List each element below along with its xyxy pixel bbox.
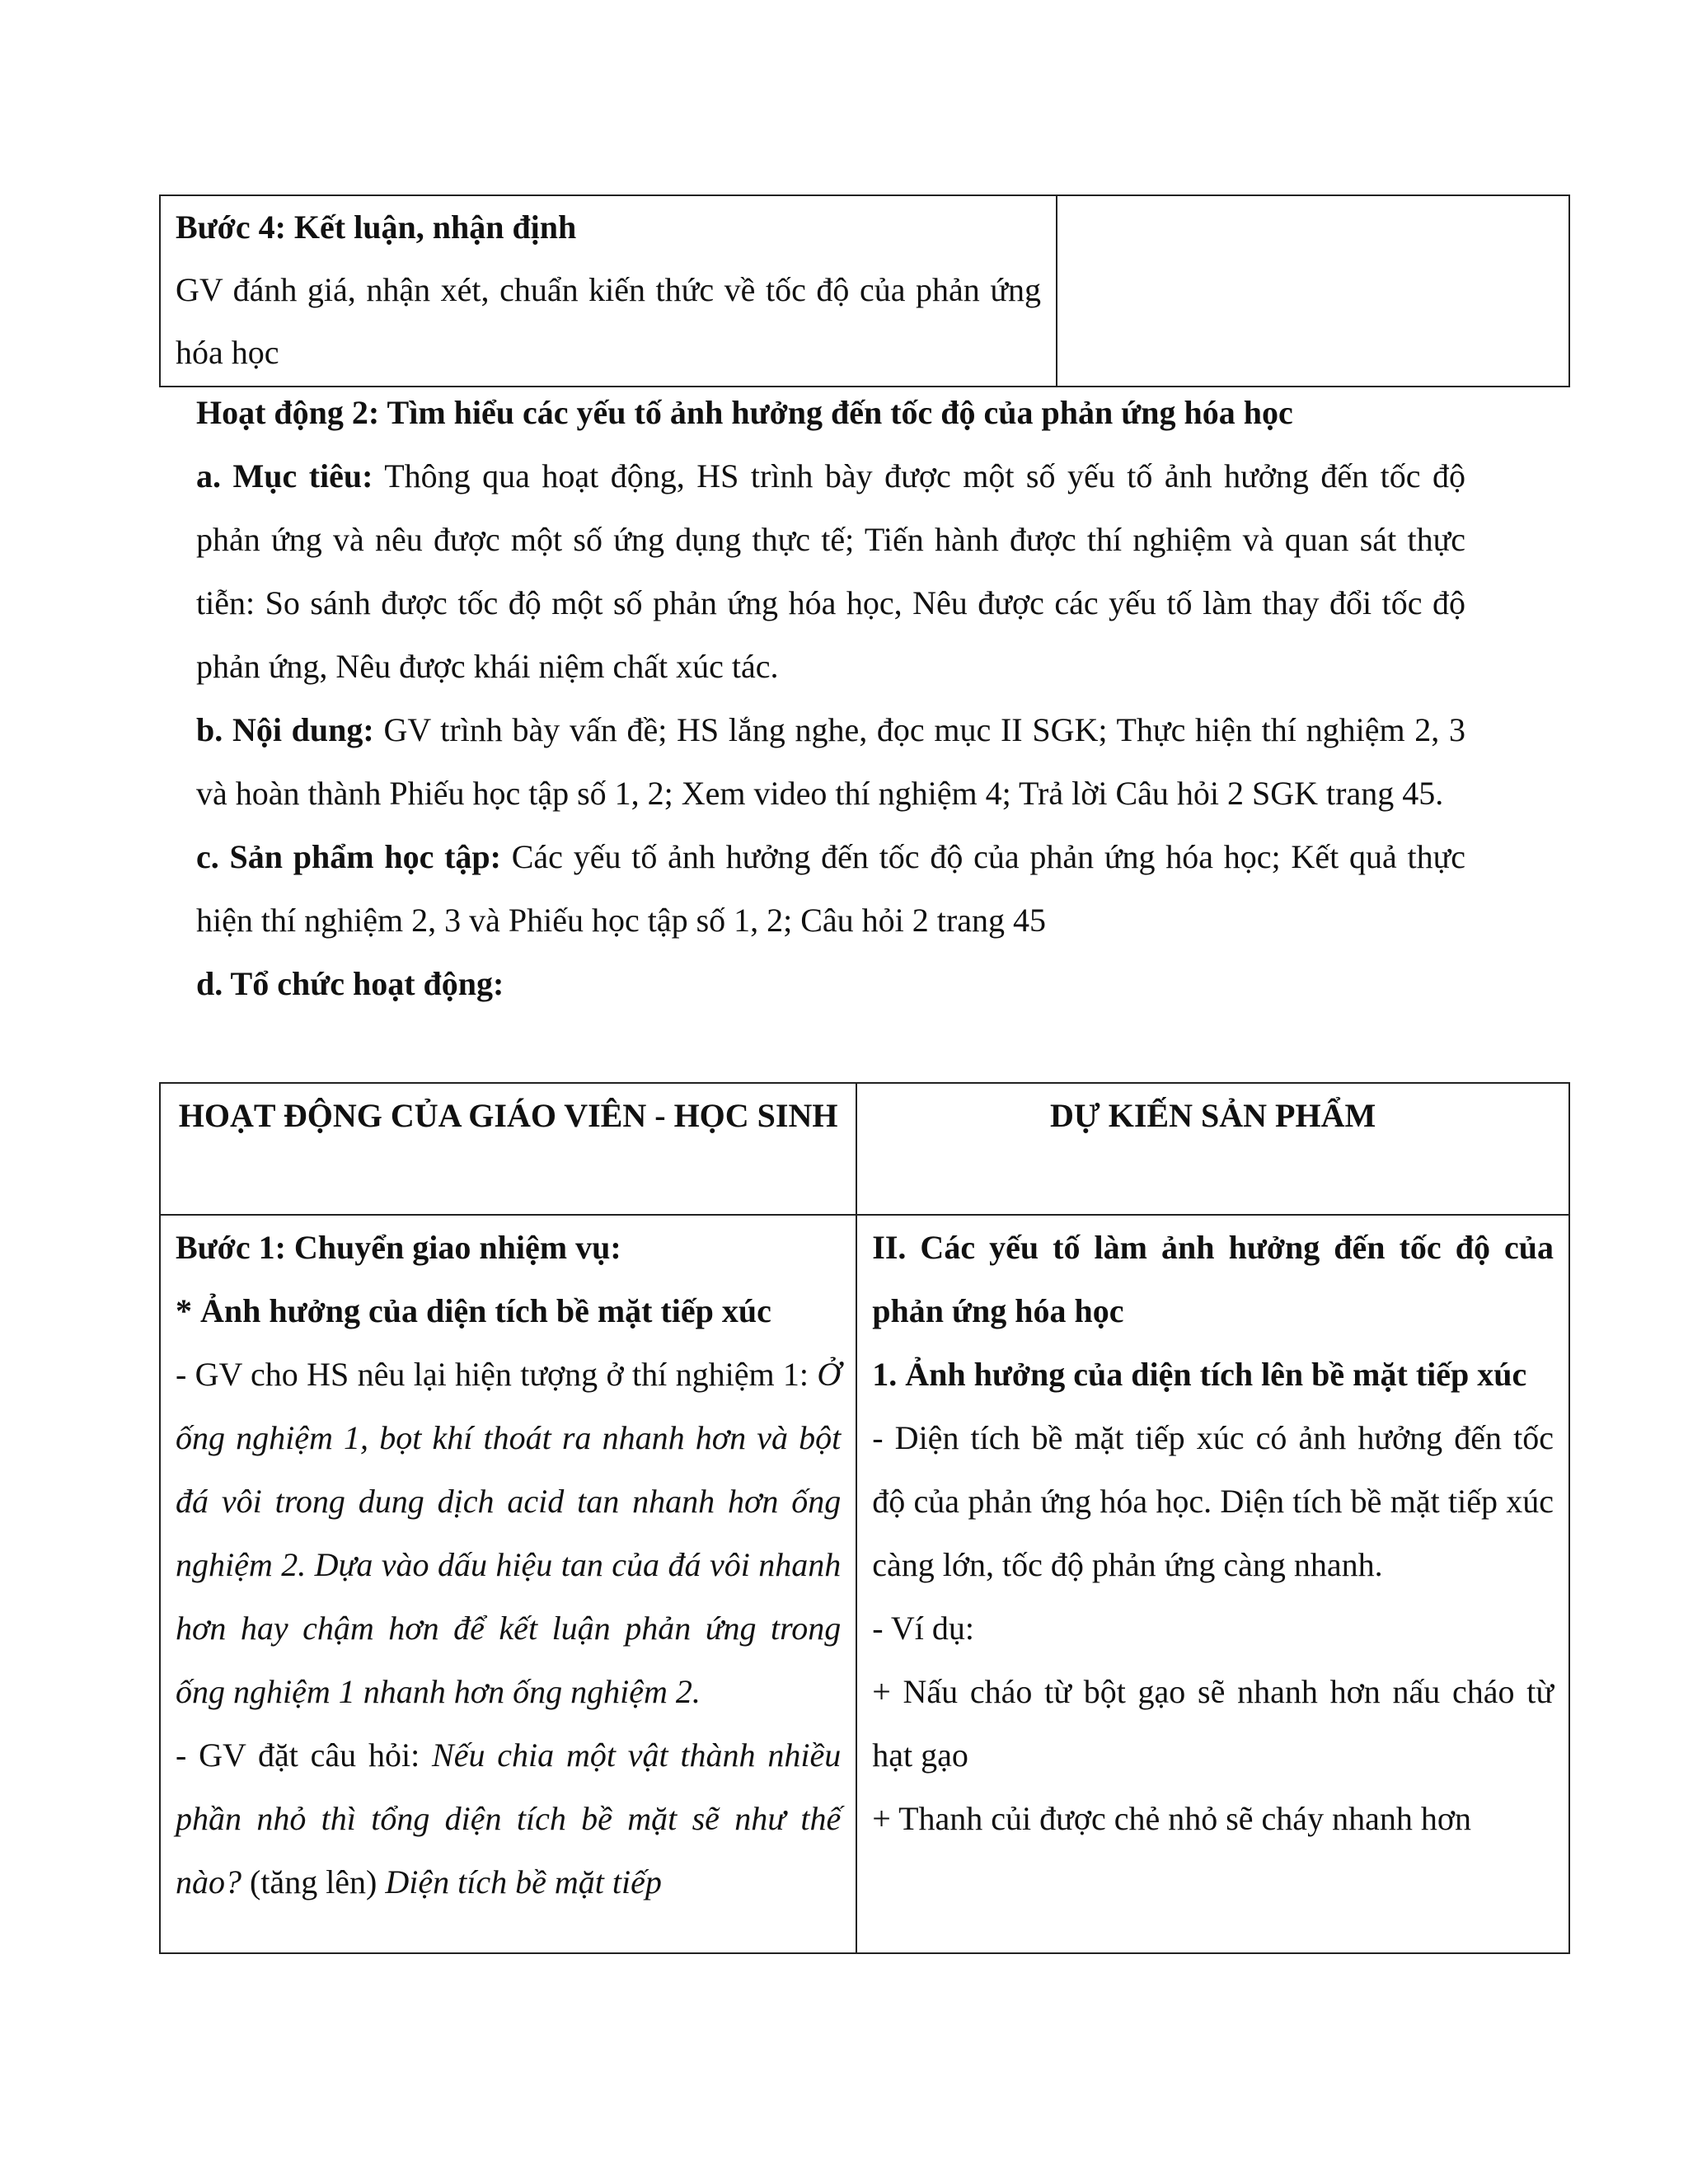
header-right [856, 1083, 1569, 1215]
content-paragraph [196, 698, 1465, 825]
example-label: - Ví dụ: [872, 1610, 974, 1647]
surface-text: - Diện tích bề mặt tiếp xúc có ảnh hưởng đến tốc độ của phản ứng hóa học. Diện tích bề mặt tiếp xúc càng lớn, tốc độ phản ứng càng nhanh. [872, 1419, 1554, 1583]
objective-paragraph [196, 444, 1465, 698]
p1-lead: - GV cho HS nêu lại hiện tượng ở thí nghiệm 1: [176, 1356, 818, 1393]
objective-label: a. Mục tiêu: [196, 457, 373, 494]
example-2: + Thanh củi được chẻ nhỏ sẽ cháy nhanh hơn [872, 1800, 1471, 1837]
top-table-right-cell [1057, 195, 1569, 387]
left-cell [160, 1215, 856, 1953]
p2-normal: (tăng lên) [241, 1863, 386, 1900]
example-1: + Nấu cháo từ bột gạo sẽ nhanh hơn nấu cháo từ hạt gạo [872, 1673, 1554, 1774]
subsection-heading: 1. Ảnh hưởng của diện tích lên bề mặt tiếp xúc [872, 1356, 1527, 1393]
content-label: b. Nội dung: [196, 711, 374, 748]
left-paragraph-1 [176, 1343, 841, 1723]
p2-italic-2: Diện tích bề mặt tiếp [385, 1863, 662, 1900]
p2-lead: - GV đặt câu hỏi: [176, 1736, 433, 1774]
main-table [159, 1082, 1570, 1954]
content-text: GV trình bày vấn đề; HS lắng nghe, đọc mục II SGK; Thực hiện thí nghiệm 2, 3 và hoàn thành Phiếu học tập số 1, 2; Xem video thí nghiệm 4; Trả lời Câu hỏi 2 SGK trang 45. [196, 711, 1466, 812]
p2-italic-1: Nếu chia một vật thành nhiều phần nhỏ thì tổng diện tích bề mặt sẽ như thế nào? [176, 1736, 842, 1900]
header-right-text: DỰ KIẾN SẢN PHẨM [1050, 1097, 1376, 1134]
left-paragraph-2 [176, 1723, 841, 1914]
section-heading: II. Các yếu tố làm ảnh hưởng đến tốc độ của phản ứng hóa học [872, 1229, 1554, 1329]
step1-title: Bước 1: Chuyển giao nhiệm vụ: [176, 1229, 621, 1266]
header-left [160, 1083, 856, 1215]
right-cell [856, 1215, 1569, 1953]
activity2-block [196, 381, 1465, 1015]
top-table [159, 194, 1570, 387]
product-label: c. Sản phẩm học tập: [196, 838, 501, 875]
header-left-text: HOẠT ĐỘNG CỦA GIÁO VIÊN - HỌC SINH [178, 1097, 838, 1134]
top-table-left-cell [160, 195, 1057, 387]
product-text: Các yếu tố ảnh hưởng đến tốc độ của phản ứng hóa học; Kết quả thực hiện thí nghiệm 2, 3 và Phiếu học tập số 1, 2; Câu hỏi 2 trang 45 [196, 838, 1465, 939]
p1-italic: Ở ống nghiệm 1, bọt khí thoát ra nhanh hơn và bột đá vôi trong dung dịch acid tan nhanh hơn ống nghiệm 2. Dựa vào dấu hiệu tan của đá vôi nhanh hơn hay chậm hơn để kết luận phản ứng trong ống nghiệm 1 nhanh hơn ống nghiệm 2. [176, 1356, 842, 1710]
organize-label: d. Tổ chức hoạt động: [196, 965, 504, 1002]
step4-body: GV đánh giá, nhận xét, chuẩn kiến thức về tốc độ của phản ứng hóa học [176, 271, 1041, 371]
surface-subhead: * Ảnh hưởng của diện tích bề mặt tiếp xúc [176, 1292, 771, 1329]
step4-title: Bước 4: Kết luận, nhận định [176, 209, 577, 246]
product-paragraph [196, 825, 1465, 952]
objective-text: Thông qua hoạt động, HS trình bày được một số yếu tố ảnh hưởng đến tốc độ phản ứng và nêu được một số ứng dụng thực tế; Tiến hành được thí nghiệm và quan sát thực tiễn: So sánh được tốc độ một số phản ứng hóa học, Nêu được các yếu tố làm thay đổi tốc độ phản ứng, Nêu được khái niệm chất xúc tác. [196, 457, 1465, 685]
activity2-heading: Hoạt động 2: Tìm hiểu các yếu tố ảnh hưởng đến tốc độ của phản ứng hóa học [196, 394, 1293, 431]
